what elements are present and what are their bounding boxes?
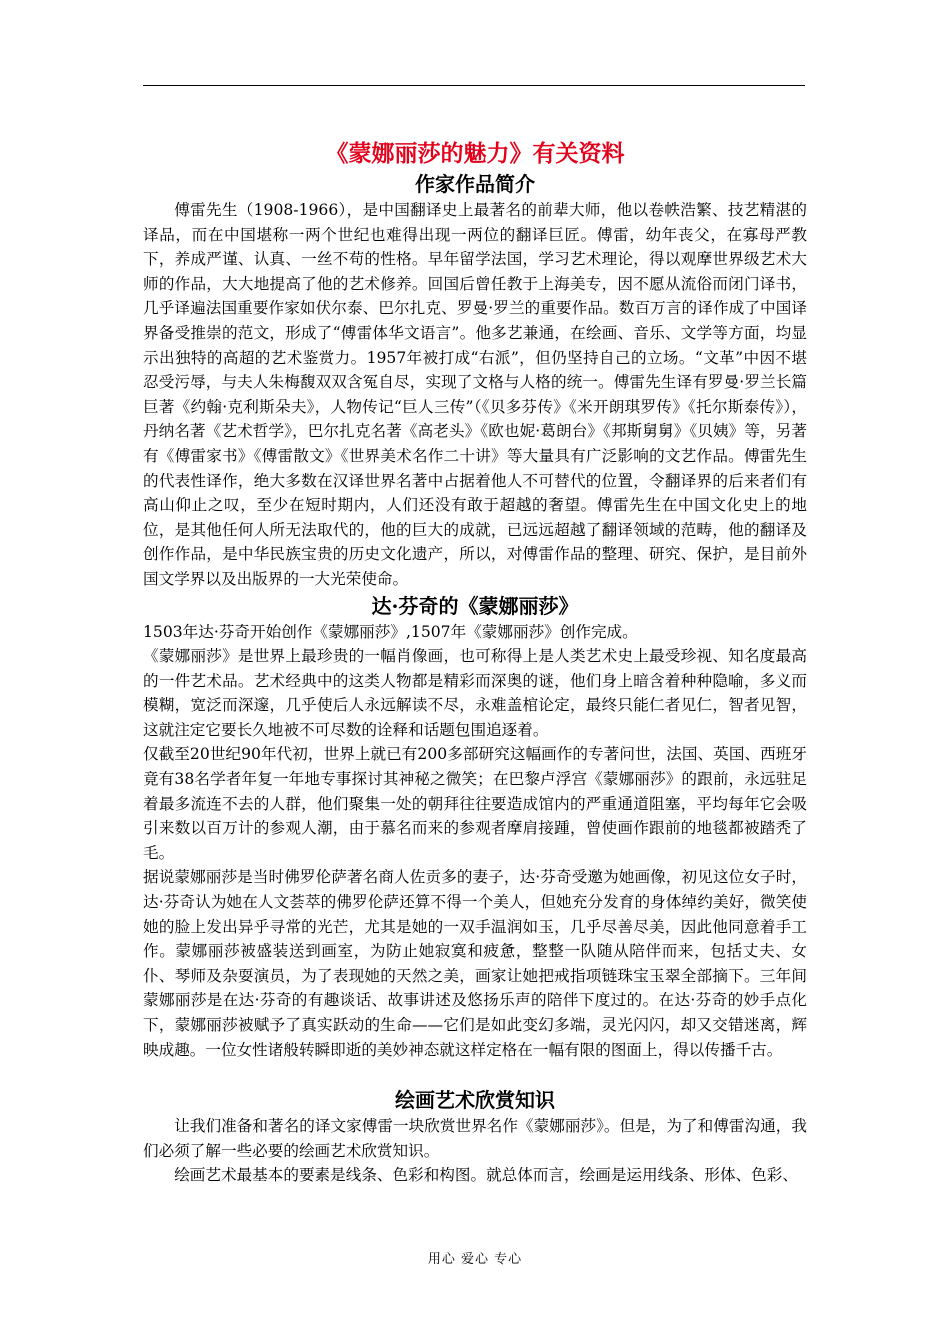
document-title: 《蒙娜丽莎的魅力》有关资料: [325, 140, 625, 167]
section-heading-art-appreciation: 绘画艺术欣赏知识: [395, 1088, 555, 1113]
paragraph-art-intro: 让我们准备和著名的译文家傅雷一块欣赏世界名作《蒙娜丽莎》。但是，为了和傅雷沟通，我们必须了解一些必要的绘画艺术欣赏知识。: [143, 1117, 807, 1160]
paragraph-creation-date: 1503年达·芬奇开始创作《蒙娜丽莎》,1507年《蒙娜丽莎》创作完成。: [143, 622, 638, 641]
paragraph-research-and-visitors: 仅截至20世纪90年代初，世界上就已有200多部研究这幅画作的专著问世，法国、英国、西班牙竟有38名学者年复一年地专事探讨其神秘之微笑；在巴黎卢浮宫《蒙娜丽莎》的跟前，永远驻足着最多流连不去的人群，他们聚集一处的朝拜往往要造成馆内的严重通道阻塞，平均每年它会吸引来数以百万计的参观人潮，由于慕名而来的参观者摩肩接踵，曾使画作跟前的地毯都被踏秃了毛。: [143, 745, 807, 862]
paragraph-painting-value: 《蒙娜丽莎》是世界上最珍贵的一幅肖像画，也可称得上是人类艺术史上最受珍视、知名度最高的一件艺术品。艺术经典中的这类人物都是精彩而深奥的谜，他们身上暗含着种种隐喻，多义而模糊，宽泛而深邃，几乎使后人永远解读不尽，永难盖棺论定，最终只能仁者见仁，智者见智，这就注定它要长久地被不可尽数的诠释和话题包围追逐着。: [143, 647, 807, 739]
section-spacer: [143, 1062, 807, 1086]
header-rule: [143, 85, 805, 86]
paragraph-author-bio: 傅雷先生（1908-1966），是中国翻译史上最著名的前辈大师，他以卷帙浩繁、技艺精湛的译品，而在中国堪称一两个世纪也难得出现一两位的翻译巨匠。傅雷，幼年丧父，在寡母严教下，养成严谨、认真、一丝不苟的性格。早年留学法国，学习艺术理论，得以观摩世界级艺术大师的作品，大大地提高了他的艺术修养。回国后曾任教于上海美专，因不愿从流俗而闭门译书，几乎译遍法国重要作家如伏尔泰、巴尔扎克、罗曼·罗兰的重要作品。数百万言的译作成了中国译界备受推崇的范文，形成了“傅雷体华文语言”。他多艺兼通，在绘画、音乐、文学等方面，均显示出独特的高超的艺术鉴赏力。1957年被打成“右派”，但仍坚持自己的立场。“文革”中因不堪忍受污辱，与夫人朱梅馥双双含冤自尽，实现了文格与人格的统一。傅雷先生译有罗曼·罗兰长篇巨著《约翰·克利斯朵夫》，人物传记“巨人三传”（《贝多芬传》《米开朗琪罗传》《托尔斯泰传》），丹纳名著《艺术哲学》，巴尔扎克名著《高老头》《欧也妮·葛朗台》《邦斯舅舅》《贝姨》等，另著有《傅雷家书》《傅雷散文》《世界美术名作二十讲》等大量具有广泛影响的文艺作品。傅雷先生的代表性译作，绝大多数在汉译世界名著中占据着他人不可替代的位置，令翻译界的后来者们有高山仰止之叹，至少在短时期内，人们还没有敢于超越的奢望。傅雷先生在中国文化史上的地位，是其他任何人所无法取代的，他的巨大的成就，已远远超越了翻译领域的范畴，他的翻译及创作作品，是中华民族宝贵的历史文化遗产，所以，对傅雷作品的整理、研究、保护，是目前外国文学界以及出版界的一大光荣使命。: [143, 201, 807, 588]
paragraph-legend: 据说蒙娜丽莎是当时佛罗伦萨著名商人佐贡多的妻子，达·芬奇受邀为她画像，初见这位女子时，达·芬奇认为她在人文荟萃的佛罗伦萨还算不得一个美人，但她充分发育的身体绰约美好，微笑使她的脸上发出异乎寻常的光芒，尤其是她的一双手温润如玉，几乎尽善尽美，因此他同意着手工作。蒙娜丽莎被盛装送到画室，为防止她寂寞和疲惫，整整一队随从陪伴而来，包括丈夫、女仆、琴师及杂耍演员，为了表现她的天然之美，画家让她把戒指项链珠宝玉翠全部摘下。三年间蒙娜丽莎是在达·芬奇的有趣谈话、故事讲述及悠扬乐声的陪伴下度过的。在达·芬奇的妙手点化下，蒙娜丽莎被赋予了真实跃动的生命——它们是如此变幻多端，灵光闪闪，却又交错迷离，辉映成趣。一位女性诸般转瞬即逝的美妙神态就这样定格在一幅有限的图面上，得以传播千古。: [143, 868, 807, 1059]
paragraph-art-elements: 绘画艺术最基本的要素是线条、色彩和构图。就总体而言，绘画是运用线条、形体、色彩、: [174, 1166, 798, 1185]
section-heading-mona-lisa: 达·芬奇的《蒙娜丽莎》: [371, 593, 579, 618]
section-heading-author: 作家作品简介: [415, 172, 535, 196]
document-body: [143, 120, 807, 1188]
page-footer: 用心 爱心 专心: [427, 1252, 523, 1267]
